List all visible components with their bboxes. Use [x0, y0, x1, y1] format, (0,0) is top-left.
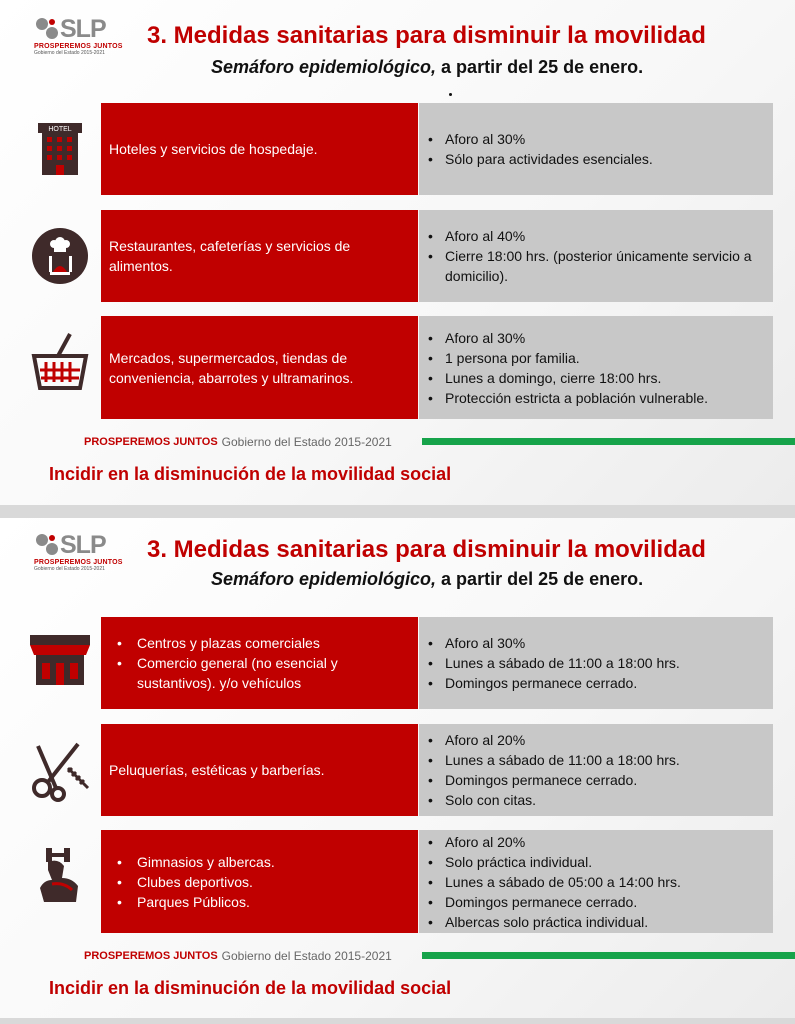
category-label: Restaurantes, cafeterías y servicios de alimentos.: [109, 238, 351, 274]
logo-text: SLP: [60, 531, 106, 559]
slp-logo: [34, 15, 123, 64]
page-subtitle: [211, 57, 643, 78]
measure-row: [0, 617, 795, 709]
category-box: [101, 830, 418, 933]
tagline: Incidir en la disminución de la movilidad social: [49, 464, 452, 484]
hotel-icon: [28, 115, 92, 179]
logo-text: SLP: [60, 15, 106, 43]
measure-row: [0, 830, 795, 933]
page-subtitle: [211, 569, 643, 590]
slide-2: [0, 518, 795, 1018]
measure-item: • Aforo al 20%: [425, 832, 681, 852]
tagline: Incidir en la disminución de la movilidad social: [49, 978, 452, 998]
measure-item: • Lunes a sábado de 11:00 a 18:00 hrs.: [425, 750, 680, 770]
category-item: • Parques Públicos.: [117, 892, 275, 912]
decorative-dot: [449, 93, 452, 96]
measure-item: • Albercas solo práctica individual.: [425, 912, 681, 932]
measure-item: • Domingos permanece cerrado.: [425, 770, 680, 790]
category-box: [101, 210, 418, 302]
category-item: • Clubes deportivos.: [117, 872, 275, 892]
footer-green-bar: [422, 438, 795, 445]
measure-item: • Cierre 18:00 hrs. (posterior únicamente servicio a domicilio).: [425, 246, 767, 286]
measure-row: [0, 316, 795, 419]
measures-box: [419, 830, 773, 933]
subtitle-italic: Semáforo epidemiológico,: [211, 57, 437, 77]
page-title: 3. Medidas sanitarias para disminuir la movilidad: [147, 536, 706, 563]
measure-item: • Lunes a sábado de 05:00 a 14:00 hrs.: [425, 872, 681, 892]
slp-logo-icon: [34, 532, 60, 558]
measure-row: [0, 103, 795, 195]
measure-item: • Aforo al 30%: [425, 129, 653, 149]
category-label: Hoteles y servicios de hospedaje.: [109, 141, 318, 157]
measure-item: • Aforo al 30%: [425, 328, 708, 348]
category-item: • Comercio general (no esencial y sustantivos). y/o vehículos: [117, 653, 410, 693]
shopping-basket-icon: [28, 330, 92, 394]
measure-item: • Domingos permanece cerrado.: [425, 673, 680, 693]
footer-brand: PROSPEREMOS JUNTOS: [84, 950, 218, 962]
footer-government: Gobierno del Estado 2015-2021: [221, 435, 392, 449]
footer: [84, 946, 392, 966]
measure-item: • Lunes a domingo, cierre 18:00 hrs.: [425, 368, 708, 388]
category-item: • Centros y plazas comerciales: [117, 633, 410, 653]
svg-text:HOTEL: HOTEL: [48, 126, 72, 133]
measure-item: • Domingos permanece cerrado.: [425, 892, 681, 912]
measures-box: [419, 210, 773, 302]
footer: [84, 432, 392, 452]
category-item: • Gimnasios y albercas.: [117, 852, 275, 872]
logo-subtitle: PROSPEREMOS JUNTOS: [34, 559, 123, 566]
category-label: Peluquerías, estéticas y barberías.: [109, 762, 325, 778]
measure-item: • Protección estricta a población vulnerable.: [425, 388, 708, 408]
measure-item: • Aforo al 20%: [425, 730, 680, 750]
restaurant-icon: [28, 224, 92, 288]
measures-box: [419, 617, 773, 709]
subtitle-rest: a partir del 25 de enero.: [436, 57, 644, 77]
measure-item: • Aforo al 40%: [425, 226, 767, 246]
footer-brand: PROSPEREMOS JUNTOS: [84, 436, 218, 448]
scissors-comb-icon: [28, 738, 92, 802]
footer-government: Gobierno del Estado 2015-2021: [221, 949, 392, 963]
logo-subtitle-2: Gobierno del Estado 2015-2021: [34, 50, 105, 56]
subtitle-rest: a partir del 25 de enero.: [436, 569, 644, 589]
measure-item: • Solo práctica individual.: [425, 852, 681, 872]
measure-item: • Aforo al 30%: [425, 633, 680, 653]
measures-box: [419, 724, 773, 816]
category-box: [101, 103, 418, 195]
measures-box: [419, 316, 773, 419]
category-label: Mercados, supermercados, tiendas de conveniencia, abarrotes y ultramarinos.: [109, 349, 354, 386]
slp-logo-icon: [34, 16, 60, 42]
category-box: [101, 617, 418, 709]
category-box: [101, 724, 418, 816]
footer-green-bar: [422, 952, 795, 959]
category-box: [101, 316, 418, 419]
measure-row: [0, 210, 795, 302]
logo-subtitle-2: Gobierno del Estado 2015-2021: [34, 566, 105, 572]
logo-subtitle: PROSPEREMOS JUNTOS: [34, 43, 123, 50]
page-title: 3. Medidas sanitarias para disminuir la movilidad: [147, 22, 706, 49]
storefront-icon: [28, 629, 92, 693]
measure-item: • 1 persona por familia.: [425, 348, 708, 368]
measure-item: • Sólo para actividades esenciales.: [425, 149, 653, 169]
subtitle-italic: Semáforo epidemiológico,: [211, 569, 437, 589]
measures-box: [419, 103, 773, 195]
measure-item: • Lunes a sábado de 11:00 a 18:00 hrs.: [425, 653, 680, 673]
measure-item: • Solo con citas.: [425, 790, 680, 810]
measure-row: [0, 724, 795, 816]
gym-arm-icon: [28, 844, 92, 908]
slp-logo: [34, 531, 123, 580]
slide-1: [0, 0, 795, 505]
